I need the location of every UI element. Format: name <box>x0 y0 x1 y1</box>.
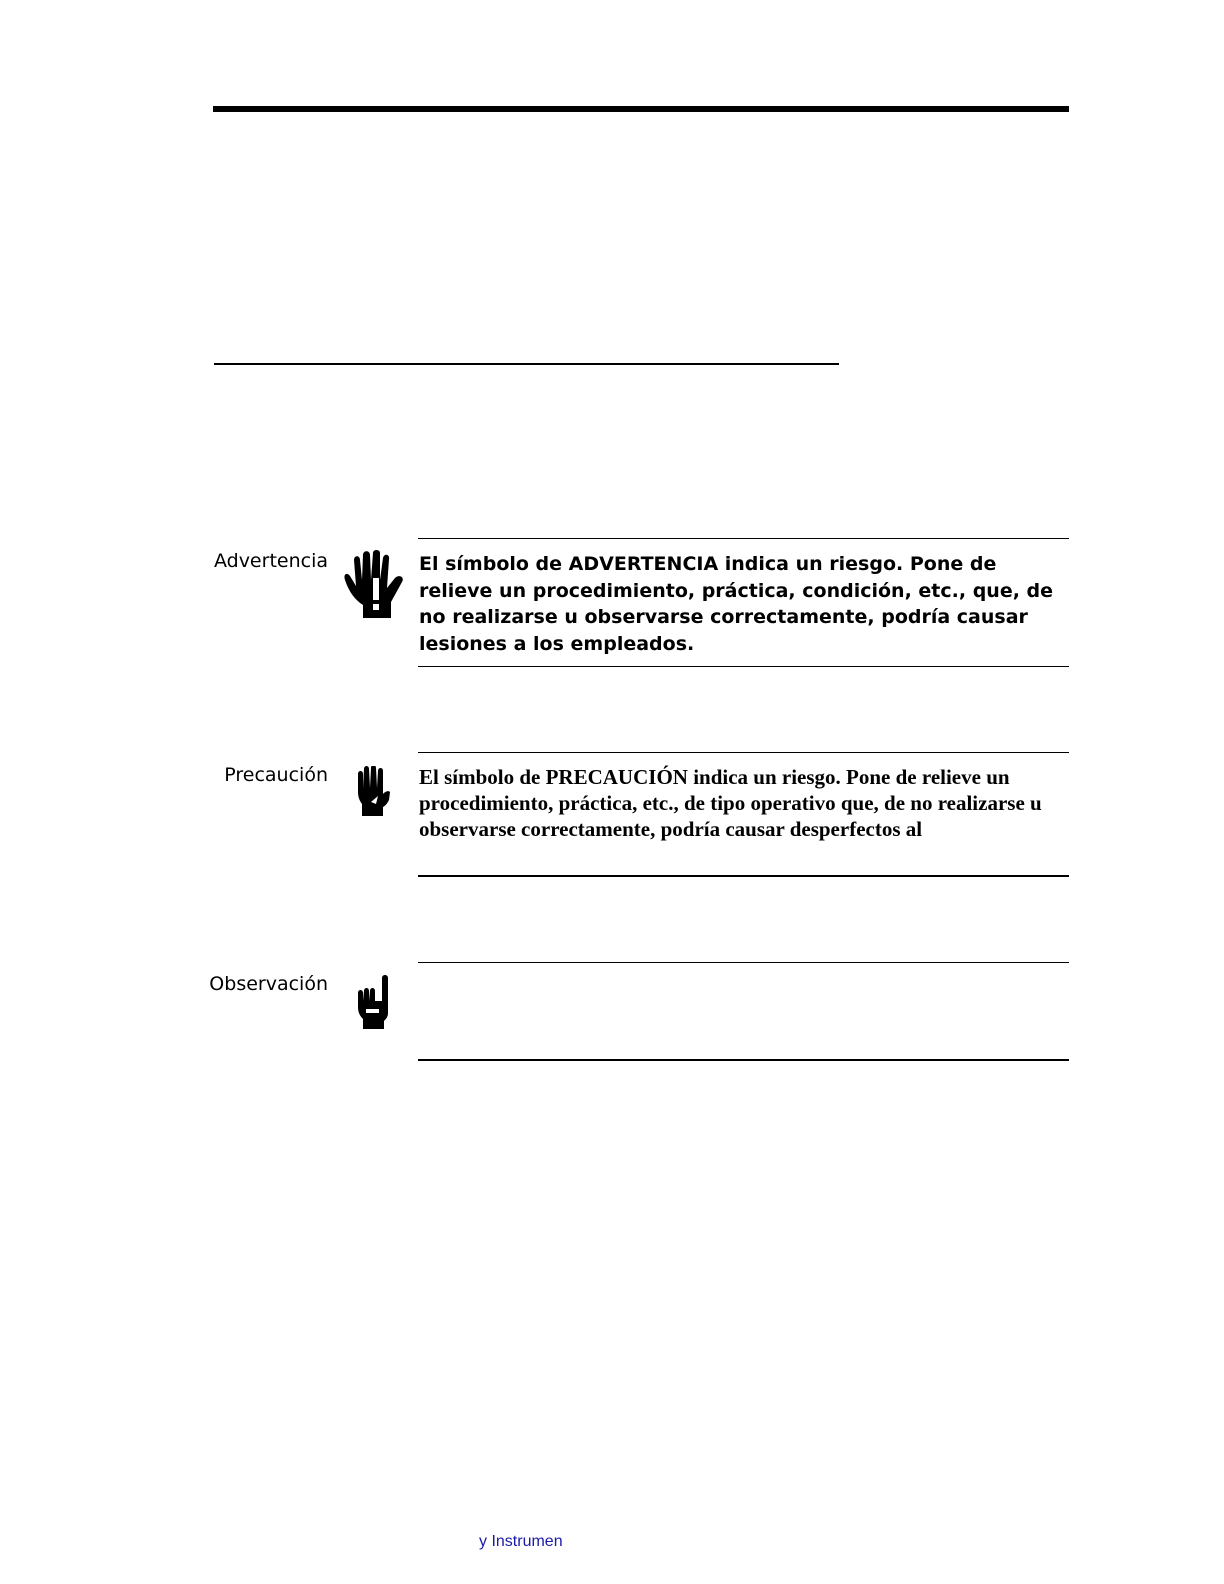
note-label: Observación <box>209 973 328 995</box>
warning-bottom-rule <box>418 666 1069 667</box>
caution-top-rule <box>418 752 1069 753</box>
warning-top-rule <box>418 538 1069 539</box>
pointing-hand-icon <box>357 975 391 1029</box>
caution-hand-icon <box>357 766 391 816</box>
warning-text: El símbolo de ADVERTENCIA indica un riesgo. Pone de relieve un procedimiento, práctica, condición, etc., que, de no realizarse u observarse correctamente, podría causar lesiones a los empleados. <box>419 553 1054 655</box>
footer-link[interactable]: y Instrumen <box>479 1533 563 1550</box>
warning-label: Advertencia <box>213 550 328 572</box>
section-rule <box>214 363 839 365</box>
note-top-rule <box>418 962 1069 963</box>
warning-hand-icon <box>343 550 407 618</box>
note-bottom-rule <box>418 1059 1069 1061</box>
caution-bottom-rule <box>418 875 1069 877</box>
header-thick-rule <box>213 106 1069 112</box>
caution-label: Precaución <box>224 764 328 786</box>
caution-text: El símbolo de PRECAUCIÓN indica un riesgo. Pone de relieve un procedimiento, práctica, etc., de tipo operativo que, de no realizarse u observarse correctamente, podría causar desperfectos al <box>419 765 1042 841</box>
